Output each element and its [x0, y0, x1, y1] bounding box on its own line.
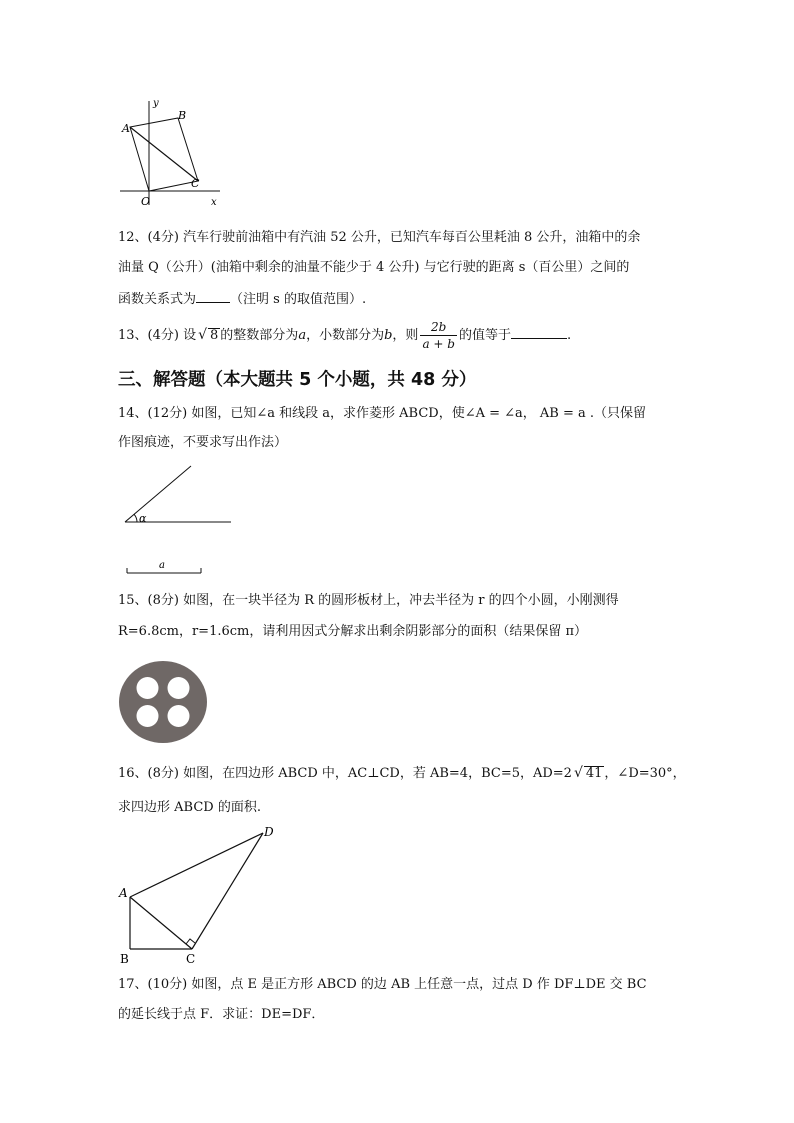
question-14-line-2: 作图痕迹，不要求写出作法）	[118, 435, 288, 450]
fraction	[420, 319, 457, 352]
figure-quadrilateral-ABCD	[115, 822, 285, 968]
diagonal-AC	[130, 127, 198, 181]
label-x: x	[211, 197, 217, 208]
label-B: B	[178, 109, 187, 122]
question-16-line-1	[118, 762, 686, 785]
angle-arc	[134, 514, 137, 522]
sqrt-radicand-16: 41	[585, 766, 603, 781]
right-angle-mark	[186, 939, 195, 944]
var-b: b	[384, 328, 393, 343]
question-12-line-2: 油量 Q（公升）(油箱中剩余的油量不能少于 4 公升) 与它行驶的距离 s（百公里）之间的	[118, 260, 630, 275]
label-C: C	[191, 177, 200, 190]
question-15-line-2: R=6.8cm，r=1.6cm，请利用因式分解求出剩余阴影部分的面积（结果保留 π）	[118, 624, 588, 639]
figure-disc-with-holes	[117, 660, 209, 744]
figure-coordinate-quadrilateral	[115, 95, 225, 210]
label-C: C	[186, 952, 196, 966]
label-segment-a: a	[159, 560, 165, 571]
small-hole-top-right	[168, 677, 190, 699]
question-13-text-1: 的整数部分为	[220, 328, 299, 343]
question-12-line-3	[118, 290, 366, 309]
question-13-text-3: ，则	[392, 328, 419, 343]
answer-blank-13[interactable]	[511, 326, 567, 339]
fraction-numerator: 2b	[420, 319, 457, 336]
question-16-line-2: 求四边形 ABCD 的面积.	[118, 800, 261, 815]
question-17-line-2: 的延长线于点 F．求证：DE=DF．	[118, 1007, 325, 1022]
question-12-text: 函数关系式为	[118, 292, 197, 307]
sqrt-symbol-16: √	[573, 765, 583, 781]
question-13	[118, 318, 571, 353]
question-13-end: .	[566, 328, 572, 343]
large-disc	[119, 661, 207, 743]
question-12-line-1: 12、(4分) 汽车行驶前油箱中有汽油 52 公升，已知汽车每百公里耗油 8 公升，油箱中的余	[118, 230, 641, 245]
label-A: A	[119, 886, 128, 900]
sqrt-symbol: √	[198, 327, 208, 343]
question-16-text-1: 16、(8分) 如图，在四边形 ABCD 中，AC⊥CD，若 AB=4，BC=5，AD=2	[118, 766, 572, 781]
question-14-line-1: 14、(12分) 如图，已知∠a 和线段 a，求作菱形 ABCD，使∠A = ∠a， AB = a .（只保留	[118, 406, 647, 421]
fraction-denominator: a + b	[422, 337, 455, 351]
small-hole-bottom-left	[137, 705, 159, 727]
question-13-text-4: 的值等于	[458, 328, 511, 343]
question-17-line-1: 17、(10分) 如图，点 E 是正方形 ABCD 的边 AB 上任意一点，过点 D 作 DF⊥DE 交 BC	[118, 977, 647, 992]
label-B: B	[120, 952, 129, 966]
small-hole-top-left	[137, 677, 159, 699]
question-12-note: （注明 s 的取值范围）.	[230, 292, 367, 307]
angle-slanted-ray	[125, 466, 191, 522]
sqrt-radicand: 8	[210, 328, 219, 343]
figure-segment-a	[122, 558, 207, 578]
small-hole-bottom-right	[168, 705, 190, 727]
question-15-line-1: 15、(8分) 如图，在一块半径为 R 的圆形板材上，冲去半径为 r 的四个小圆，小刚测得	[118, 593, 619, 608]
label-D: D	[264, 825, 274, 839]
question-16-text-2: ，∠D=30°，	[604, 766, 686, 781]
figure-angle-alpha	[118, 462, 243, 528]
label-y: y	[153, 98, 159, 109]
question-13-text-2: ，小数部分为	[306, 328, 385, 343]
section-heading: 三、解答题（本大题共 5 个小题，共 48 分）	[118, 370, 477, 390]
var-a: a	[298, 328, 307, 343]
label-O: O	[141, 195, 151, 208]
label-A: A	[122, 122, 130, 135]
diagonal-AC	[130, 897, 192, 949]
question-13-prefix: 13、(4分) 设	[118, 328, 197, 343]
answer-blank-12[interactable]	[196, 290, 230, 303]
label-alpha: α	[139, 512, 147, 525]
